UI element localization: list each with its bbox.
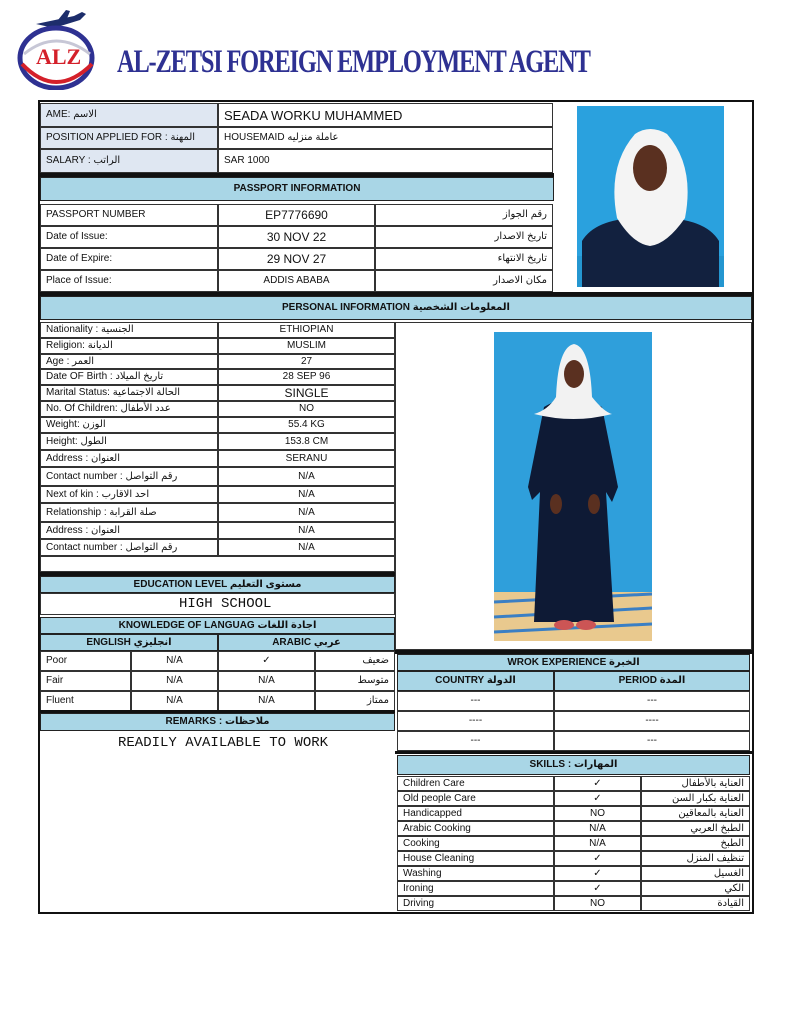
personal-label: Contact number : رقم التواصل: [40, 467, 218, 486]
passport-label: Date of Expire:: [40, 248, 218, 270]
english-header: ENGLISH انجليزي: [40, 634, 218, 651]
skill-label: Driving: [397, 896, 554, 911]
education-title: EDUCATION LEVEL مستوى التعليم: [40, 576, 395, 593]
skill-label: Old people Care: [397, 791, 554, 806]
arabic-level-value: N/A: [218, 691, 315, 711]
language-level-ar-label: ممتاز: [315, 691, 395, 711]
skill-label: Children Care: [397, 776, 554, 791]
personal-label: Contact number : رقم التواصل: [40, 539, 218, 556]
skill-value: NO: [554, 896, 641, 911]
personal-value: SINGLE: [218, 385, 395, 401]
passport-label: Place of Issue:: [40, 270, 218, 292]
skill-value: ✓: [554, 881, 641, 896]
skill-value: NO: [554, 806, 641, 821]
work-country: ---: [397, 691, 554, 711]
personal-value: MUSLIM: [218, 338, 395, 354]
personal-label: Relationship : صلة القرابة: [40, 503, 218, 522]
skill-value: N/A: [554, 836, 641, 851]
english-level-value: N/A: [131, 691, 218, 711]
passport-ar-label: تاريخ الانتهاء: [375, 248, 553, 270]
arabic-header: ARABIC عربي: [218, 634, 395, 651]
passport-section-title: PASSPORT INFORMATION: [40, 177, 554, 201]
work-country: ----: [397, 711, 554, 731]
skill-value: ✓: [554, 851, 641, 866]
position-value: HOUSEMAID عاملة منزليه: [218, 127, 553, 149]
passport-value: EP7776690: [218, 204, 375, 226]
passport-ar-label: تاريخ الاصدار: [375, 226, 553, 248]
work-period: ---: [554, 691, 750, 711]
language-level-label: Fluent: [40, 691, 131, 711]
name-label: AME: الاسم: [40, 103, 218, 127]
personal-value: N/A: [218, 522, 395, 539]
passport-label: Date of Issue:: [40, 226, 218, 248]
divider: [395, 751, 752, 754]
full-body-photo: [494, 332, 652, 641]
personal-label: Height: الطول: [40, 433, 218, 450]
remarks-title: REMARKS : ملاحظات: [40, 713, 395, 731]
country-header: COUNTRY الدولة: [397, 671, 554, 691]
skill-value: ✓: [554, 791, 641, 806]
languages-title: KNOWLEDGE OF LANGUAG اجادة اللغات: [40, 617, 395, 634]
agency-name: AL-ZETSI FOREIGN EMPLOYMENT AGENT: [117, 44, 590, 80]
skill-label: Ironing: [397, 881, 554, 896]
english-level-value: N/A: [131, 651, 218, 671]
skill-label: Arabic Cooking: [397, 821, 554, 836]
personal-label: Religion: الديانة: [40, 338, 218, 354]
english-level-value: N/A: [131, 671, 218, 691]
personal-label: Nationality : الجنسية: [40, 322, 218, 338]
work-title: WROK EXPERIENCE الخبرة: [397, 654, 750, 671]
personal-label: Address : العنوان: [40, 522, 218, 539]
passport-value: 29 NOV 27: [218, 248, 375, 270]
personal-value: N/A: [218, 539, 395, 556]
skill-label: House Cleaning: [397, 851, 554, 866]
personal-value: 153.8 CM: [218, 433, 395, 450]
language-level-label: Poor: [40, 651, 131, 671]
passport-ar-label: رقم الجواز: [375, 204, 553, 226]
passport-label: PASSPORT NUMBER: [40, 204, 218, 226]
personal-value: 55.4 KG: [218, 417, 395, 433]
skill-ar-label: الطبخ: [641, 836, 750, 851]
personal-section-title: PERSONAL INFORMATION المعلومات الشخصية: [40, 296, 752, 320]
passport-photo: [577, 106, 724, 287]
skill-ar-label: الكي: [641, 881, 750, 896]
personal-label: Date OF Birth : تاريخ الميلاد: [40, 369, 218, 385]
work-period: ---: [554, 731, 750, 751]
passport-value: ADDIS ABABA: [218, 270, 375, 292]
skill-label: Washing: [397, 866, 554, 881]
personal-label: No. Of Children: عدد الأطفال: [40, 401, 218, 417]
personal-value: ETHIOPIAN: [218, 322, 395, 338]
personal-label: Marital Status: الحالة الاجتماعية: [40, 385, 218, 401]
personal-label: Age : العمر: [40, 354, 218, 369]
arabic-level-value: N/A: [218, 671, 315, 691]
agency-logo: [14, 8, 102, 90]
skill-ar-label: العناية بالمعاقين: [641, 806, 750, 821]
personal-value: N/A: [218, 467, 395, 486]
personal-value: 28 SEP 96: [218, 369, 395, 385]
arabic-level-value: ✓: [218, 651, 315, 671]
skill-label: Handicapped: [397, 806, 554, 821]
personal-value: N/A: [218, 503, 395, 522]
skill-ar-label: القيادة: [641, 896, 750, 911]
language-level-ar-label: متوسط: [315, 671, 395, 691]
personal-value: SERANU: [218, 450, 395, 467]
skill-value: N/A: [554, 821, 641, 836]
skill-value: ✓: [554, 866, 641, 881]
personal-value: NO: [218, 401, 395, 417]
skill-value: ✓: [554, 776, 641, 791]
personal-label: Next of kin : احد الاقارب: [40, 486, 218, 503]
skills-title: SKILLS : المهارات: [397, 755, 750, 775]
language-level-label: Fair: [40, 671, 131, 691]
language-level-ar-label: ضعيف: [315, 651, 395, 671]
skill-ar-label: العناية بالأطفال: [641, 776, 750, 791]
skill-label: Cooking: [397, 836, 554, 851]
personal-value: 27: [218, 354, 395, 369]
education-value: HIGH SCHOOL: [40, 593, 395, 615]
work-country: ---: [397, 731, 554, 751]
passport-value: 30 NOV 22: [218, 226, 375, 248]
passport-ar-label: مكان الاصدار: [375, 270, 553, 292]
personal-label: Address : العنوان: [40, 450, 218, 467]
remarks-value: READILY AVAILABLE TO WORK: [118, 735, 329, 751]
personal-label: Weight: الوزن: [40, 417, 218, 433]
period-header: PERIOD المدة: [554, 671, 750, 691]
salary-value: SAR 1000: [218, 149, 553, 173]
skill-ar-label: الطبخ العربي: [641, 821, 750, 836]
skill-ar-label: العناية بكبار السن: [641, 791, 750, 806]
position-label: POSITION APPLIED FOR : المهنة: [40, 127, 218, 149]
empty-row: [40, 556, 395, 572]
name-value: SEADA WORKU MUHAMMED: [218, 103, 553, 127]
skill-ar-label: الغسيل: [641, 866, 750, 881]
work-period: ----: [554, 711, 750, 731]
salary-label: SALARY : الراتب: [40, 149, 218, 173]
skill-ar-label: تنظيف المنزل: [641, 851, 750, 866]
personal-value: N/A: [218, 486, 395, 503]
logo-text: ALZ: [36, 44, 82, 69]
